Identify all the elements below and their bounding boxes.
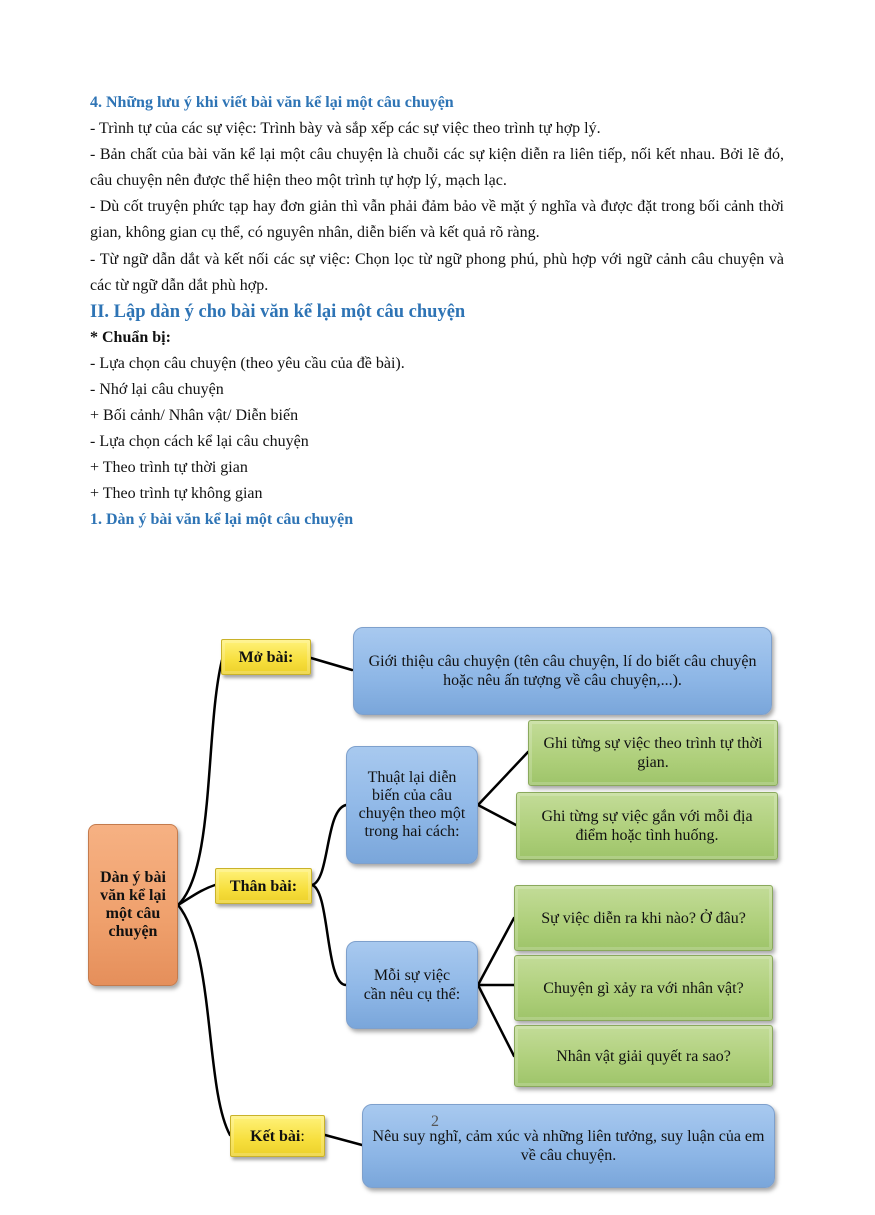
connector-branch2-item3 xyxy=(478,985,514,1056)
branch2-item xyxy=(514,1025,773,1087)
than-bai-branch1-text: Thuật lại diễn biến của câu chuyện theo một trong hai cách: xyxy=(358,769,466,840)
outline-heading: 1. Dàn ý bài văn kể lại một câu chuyện xyxy=(90,511,354,528)
root-node xyxy=(88,824,178,986)
mo-bai-content xyxy=(353,627,772,715)
list-line: - Lựa chọn cách kể lại câu chuyện xyxy=(90,433,309,450)
page-number: 2 xyxy=(431,1113,439,1130)
ket-bai-label xyxy=(230,1115,325,1157)
ket-bai-label-text: Kết bài xyxy=(250,1127,301,1145)
branch2-item-text: Sự việc diễn ra khi nào? Ở đâu? xyxy=(541,909,746,927)
than-bai-label-text: Thân bài: xyxy=(229,877,298,895)
branch1-item-text: Ghi từng sự việc gắn với mỗi địa điểm hoặc tình huống. xyxy=(541,808,753,844)
connector-root-to-ketbai xyxy=(178,905,230,1135)
root-node-label: Dàn ý bài văn kể lại một câu chuyện xyxy=(100,869,166,940)
than-bai-branch2-text: Mỗi sự việc cần nêu cụ thể: xyxy=(363,967,461,1003)
branch2-item-text: Nhân vật giải quyết ra sao? xyxy=(556,1047,731,1065)
list-line: - Lựa chọn câu chuyện (theo yêu cầu của đề bài). xyxy=(90,355,405,372)
than-bai-label xyxy=(215,868,312,904)
paragraph: - Trình tự của các sự việc: Trình bày và sắp xếp các sự việc theo trình tự hợp lý. xyxy=(90,120,601,137)
section-4-heading: 4. Những lưu ý khi viết bài văn kể lại một câu chuyện xyxy=(90,94,454,111)
mo-bai-content-text: Giới thiệu câu chuyện (tên câu chuyện, lí do biết câu chuyện hoặc nêu ấn tượng về câu chuyện,...). xyxy=(368,653,757,689)
branch2-item-text: Chuyện gì xảy ra với nhân vật? xyxy=(543,979,744,997)
connector-thanbai-to-branch2 xyxy=(312,885,346,985)
connector-branch1-item2 xyxy=(478,805,516,825)
list-line: + Bối cảnh/ Nhân vật/ Diễn biến xyxy=(90,407,299,424)
ket-bai-label-suffix: : xyxy=(300,1127,305,1145)
branch1-item xyxy=(516,792,778,860)
ket-bai-content xyxy=(362,1104,775,1188)
branch1-item-text: Ghi từng sự việc theo trình tự thời gian. xyxy=(543,735,763,771)
paragraph-text: - Từ ngữ dẫn dắt và kết nối các sự việc: Chọn lọc từ ngữ phong phú, phù hợp với ngữ cảnh câu chuyện và các từ ngữ dẫn dắt phù hợp. xyxy=(90,251,784,294)
ket-bai-content-text: Nêu suy nghĩ, cảm xúc và những liên tưởng, suy luận của em về câu chuyện. xyxy=(372,1128,765,1164)
mo-bai-label-text: Mở bài: xyxy=(238,648,294,666)
branch1-item xyxy=(528,720,778,786)
than-bai-branch1 xyxy=(346,746,478,864)
connector-branch2-item1 xyxy=(478,918,514,985)
paragraph-text: - Dù cốt truyện phức tạp hay đơn giản thì vẫn phải đảm bảo về mặt ý nghĩa và được đặt trong bối cảnh thời gian, không gian cụ thể, có nguyên nhân, diễn biến và kết quả rõ ràng. xyxy=(90,198,784,241)
list-line: + Theo trình tự không gian xyxy=(90,485,263,502)
paragraph: - Bản chất của bài văn kể lại một câu chuyện là chuỗi các sự kiện diễn ra liên tiếp, nối kết nhau. Bởi lẽ đó, câu chuyện nên được thể hiện theo một trình tự hợp lý, mạch lạc. xyxy=(90,146,784,189)
section-II-heading: II. Lập dàn ý cho bài văn kể lại một câu chuyện xyxy=(90,302,466,322)
connector-mobai-to-content xyxy=(311,658,352,670)
branch2-item xyxy=(514,885,773,951)
connector-ketbai-to-content xyxy=(325,1135,362,1145)
prep-heading: * Chuẩn bị: xyxy=(90,329,171,346)
mo-bai-label xyxy=(221,639,311,675)
than-bai-branch2 xyxy=(346,941,478,1029)
connector-root-to-thanbai xyxy=(178,885,215,905)
branch2-item xyxy=(514,955,773,1021)
connector-thanbai-to-branch1 xyxy=(312,805,346,885)
list-line: - Nhớ lại câu chuyện xyxy=(90,381,224,398)
list-line: + Theo trình tự thời gian xyxy=(90,459,248,476)
